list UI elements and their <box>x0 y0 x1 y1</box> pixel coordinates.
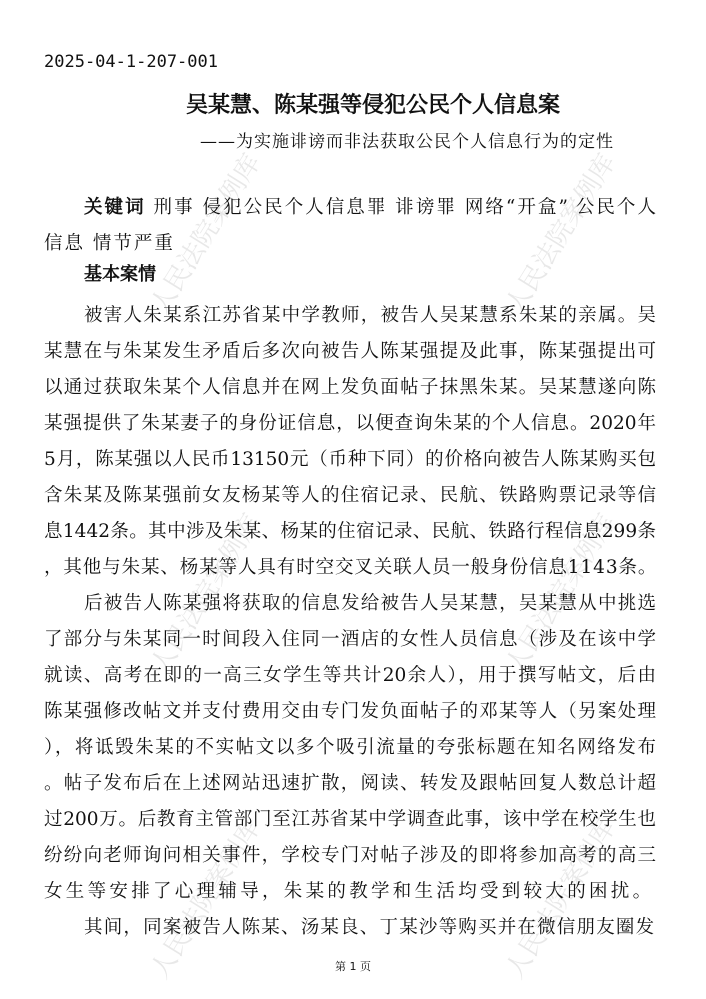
keywords-text: 刑事 侵犯公民个人信息罪 诽谤罪 网络“开盒” 公民个人 <box>153 197 656 218</box>
paragraph-line: ），将诋毁朱某的不实帖文以多个吸引流量的夸张标题在知名网络发布 <box>44 737 656 758</box>
paragraph-line: 5月，陈某强以人民币13150元（币种下同）的价格向被告人陈某购买包 <box>44 449 656 470</box>
case-number: 2025-04-1-207-001 <box>44 52 218 72</box>
paragraph-line: 。帖子发布后在上述网站迅速扩散，阅读、转发及跟帖回复人数总计超 <box>44 773 656 794</box>
paragraph-line: 其间，同案被告人陈某、汤某良、丁某沙等购买并在微信朋友圈发 <box>84 917 656 938</box>
paragraph-line: 就读、高考在即的一高三女学生等共计20余人），用于撰写帖文，后由 <box>44 665 656 686</box>
watermark: 人民法院案例库 <box>500 813 622 985</box>
watermark: 人民法院案例库 <box>145 508 267 680</box>
watermark: 人民法院案例库 <box>500 148 622 320</box>
keywords-line-2: 信息 情节严重 <box>44 233 175 254</box>
keywords-label: 关键词 <box>84 197 146 218</box>
paragraph-line: ，其他与朱某、杨某等人具有时空交叉关联人员一般身份信息1143条。 <box>44 557 658 578</box>
section-heading: 基本案情 <box>84 264 156 285</box>
watermark: 人民法院案例库 <box>145 148 267 320</box>
paragraph-line: 某慧在与朱某发生矛盾后多次向被告人陈某强提及此事，陈某强提出可 <box>44 341 656 362</box>
paragraph-line: 含朱某及陈某强前女友杨某等人的住宿记录、民航、铁路购票记录等信 <box>44 485 656 506</box>
paragraph-line: 纷纷向老师询问相关事件，学校专门对帖子涉及的即将参加高考的高三 <box>44 845 656 866</box>
paragraph-line: 以通过获取朱某个人信息并在网上发负面帖子抹黑朱某。吴某慧遂向陈 <box>44 377 656 398</box>
paragraph-line: 了部分与朱某同一时间段入住同一酒店的女性人员信息（涉及在该中学 <box>44 629 656 650</box>
paragraph-line: 女生等安排了心理辅导，朱某的教学和生活均受到较大的困扰。 <box>44 881 655 902</box>
paragraph-line: 息1442条。其中涉及朱某、杨某的住宿记录、民航、铁路行程信息299条 <box>44 521 656 542</box>
document-subtitle: ——为实施诽谤而非法获取公民个人信息行为的定性 <box>200 132 614 152</box>
watermark: 人民法院案例库 <box>145 813 267 985</box>
paragraph-line: 陈某强修改帖文并支付费用交由专门发负面帖子的邓某等人（另案处理 <box>44 701 656 722</box>
paragraph-line: 某强提供了朱某妻子的身份证信息，以便查询朱某的个人信息。2020年 <box>44 413 656 434</box>
keywords-line <box>84 196 656 220</box>
paragraph-line: 后被告人陈某强将获取的信息发给被告人吴某慧，吴某慧从中挑选 <box>84 593 656 614</box>
document-title: 吴某慧、陈某强等侵犯公民个人信息案 <box>185 92 560 118</box>
paragraph-line: 被害人朱某系江苏省某中学教师，被告人吴某慧系朱某的亲属。吴 <box>84 305 656 326</box>
page-number: 第 1 页 <box>335 960 371 973</box>
watermark: 人民法院案例库 <box>500 508 622 680</box>
paragraph-line: 过200万。后教育主管部门至江苏省某中学调查此事，该中学在校学生也 <box>44 809 656 830</box>
